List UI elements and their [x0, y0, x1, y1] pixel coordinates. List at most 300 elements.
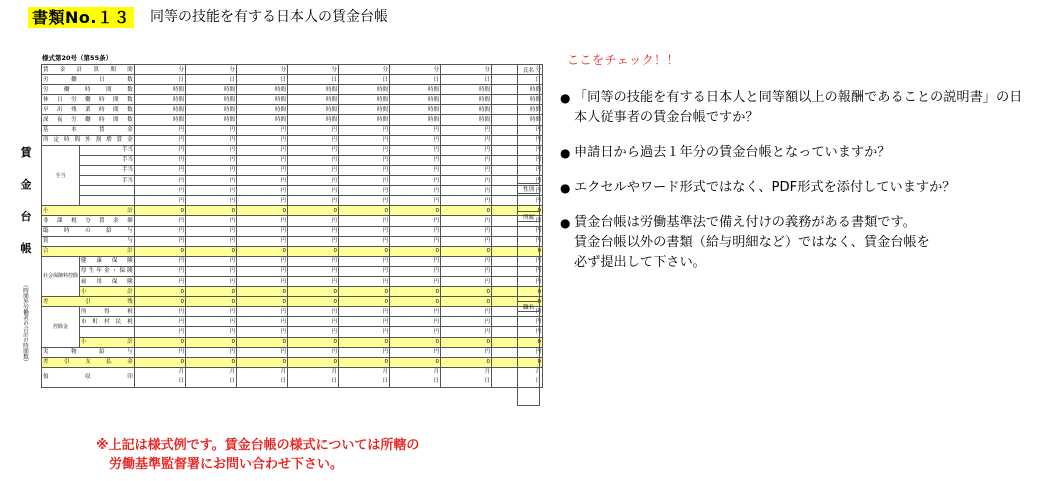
ledger-cell[interactable]: 円 [339, 276, 390, 286]
document-title: 同等の技能を有する日本人の賃金台帳 [149, 9, 388, 25]
ledger-cell[interactable]: 円 [339, 236, 390, 246]
ledger-row [42, 216, 543, 226]
ledger-cell[interactable]: 0 [237, 246, 288, 256]
receipt-seal-cell[interactable] [339, 367, 390, 387]
ledger-cell[interactable]: 円 [186, 155, 237, 165]
ledger-cell[interactable]: 時間 [135, 105, 186, 115]
ledger-cell[interactable]: 円 [288, 317, 339, 327]
ledger-cell[interactable]: 時間 [186, 95, 237, 105]
checklist-item [560, 178, 1030, 198]
ledger-cell[interactable]: 日 [339, 75, 390, 85]
ledger-cell[interactable]: 0 [186, 357, 237, 367]
ledger-cell[interactable]: 円 [339, 317, 390, 327]
bullet-icon: ● [560, 91, 571, 105]
ledger-cell[interactable]: 0 [390, 357, 441, 367]
ledger-cell[interactable]: 時間 [339, 105, 390, 115]
ledger-cell[interactable]: 0 [441, 297, 492, 307]
ledger-cell[interactable]: 円 [237, 327, 288, 337]
ledger-cell[interactable]: 0 [492, 206, 543, 216]
ledger-row [42, 226, 543, 236]
ledger-cell[interactable]: 円 [288, 327, 339, 337]
ledger-cell[interactable]: 0 [186, 287, 237, 297]
ledger-cell[interactable]: 円 [441, 196, 492, 206]
row-label: 健康保険 [80, 256, 135, 266]
ledger-cell[interactable]: 0 [288, 337, 339, 347]
ledger-cell[interactable]: 時間 [441, 85, 492, 95]
receipt-seal-cell[interactable] [390, 367, 441, 387]
ledger-cell[interactable]: 0 [288, 287, 339, 297]
ledger-cell[interactable]: 0 [135, 287, 186, 297]
ledger-cell[interactable]: 0 [237, 337, 288, 347]
ledger-cell[interactable]: 時間 [492, 115, 543, 125]
ledger-row [42, 266, 543, 276]
ledger-cell[interactable]: 円 [186, 165, 237, 175]
ledger-cell[interactable]: 円 [492, 307, 543, 317]
row-label: 深夜労働時間数 [42, 115, 135, 125]
ledger-cell[interactable]: 時間 [339, 85, 390, 95]
ledger-row [42, 206, 543, 216]
ledger-cell[interactable]: 円 [390, 125, 441, 135]
ledger-cell[interactable]: 円 [288, 165, 339, 175]
ledger-cell[interactable]: 円 [390, 276, 441, 286]
day-seal-label: 日 [484, 378, 491, 385]
ledger-cell[interactable]: 時間 [288, 115, 339, 125]
ledger-cell[interactable]: 時間 [186, 105, 237, 115]
ledger-cell[interactable]: 日 [492, 75, 543, 85]
ledger-cell[interactable]: 円 [135, 276, 186, 286]
ledger-cell[interactable]: 円 [288, 155, 339, 165]
ledger-cell[interactable]: 円 [339, 216, 390, 226]
ledger-cell[interactable]: 円 [135, 317, 186, 327]
ledger-cell[interactable]: 円 [441, 236, 492, 246]
ledger-cell[interactable]: 分 [339, 65, 390, 75]
ledger-cell[interactable]: 時間 [237, 95, 288, 105]
ledger-cell[interactable]: 円 [135, 327, 186, 337]
ledger-cell[interactable]: 円 [339, 186, 390, 196]
ledger-row [42, 75, 543, 85]
ledger-cell[interactable]: 時間 [390, 85, 441, 95]
ledger-cell[interactable]: 円 [492, 236, 543, 246]
ledger-cell[interactable]: 0 [390, 246, 441, 256]
ledger-cell[interactable]: 0 [237, 357, 288, 367]
ledger-cell[interactable]: 円 [390, 256, 441, 266]
ledger-cell[interactable]: 円 [339, 327, 390, 337]
ledger-cell[interactable]: 円 [135, 266, 186, 276]
ledger-cell[interactable]: 円 [135, 347, 186, 357]
ledger-cell[interactable]: 時間 [186, 85, 237, 95]
ledger-cell[interactable]: 円 [339, 347, 390, 357]
ledger-cell[interactable]: 0 [339, 246, 390, 256]
ledger-cell[interactable]: 円 [492, 186, 543, 196]
ledger-row [42, 186, 543, 196]
ledger-cell[interactable]: 円 [237, 347, 288, 357]
ledger-row [42, 276, 543, 286]
ledger-cell[interactable]: 0 [390, 297, 441, 307]
ledger-cell[interactable]: 円 [186, 176, 237, 186]
ledger-cell[interactable]: 円 [135, 135, 186, 145]
ledger-cell[interactable]: 円 [492, 125, 543, 135]
ledger-row [42, 95, 543, 105]
ledger-cell[interactable]: 円 [339, 196, 390, 206]
ledger-cell[interactable]: 0 [492, 357, 543, 367]
month-label: 月 [382, 369, 389, 376]
ledger-cell[interactable]: 時間 [288, 95, 339, 105]
wage-ledger-table [41, 64, 543, 388]
ledger-cell[interactable]: 0 [339, 287, 390, 297]
ledger-cell[interactable]: 時間 [492, 105, 543, 115]
ledger-cell[interactable]: 円 [339, 165, 390, 175]
ledger-cell[interactable]: 時間 [237, 105, 288, 115]
ledger-cell[interactable]: 円 [186, 307, 237, 317]
ledger-cell[interactable]: 円 [390, 165, 441, 175]
gender-header: 性別 [518, 184, 540, 194]
ledger-cell[interactable]: 0 [186, 206, 237, 216]
checklist-item-text: 「同等の技能を有する日本人と同等額以上の報酬であることの説明書」の日本人従事者の賃金台帳ですか？ [574, 90, 1023, 125]
ledger-cell[interactable]: 円 [237, 155, 288, 165]
ledger-cell[interactable]: 円 [135, 155, 186, 165]
ledger-cell[interactable]: 円 [288, 307, 339, 317]
ledger-cell[interactable]: 円 [492, 216, 543, 226]
ledger-cell[interactable]: 0 [237, 297, 288, 307]
ledger-cell[interactable]: 分 [186, 65, 237, 75]
ledger-cell[interactable]: 円 [135, 125, 186, 135]
ledger-cell[interactable]: 円 [288, 276, 339, 286]
ledger-cell[interactable]: 円 [288, 266, 339, 276]
ledger-cell[interactable]: 円 [441, 256, 492, 266]
ledger-cell[interactable]: 円 [390, 186, 441, 196]
ledger-cell[interactable]: 円 [390, 347, 441, 357]
ledger-cell[interactable]: 円 [339, 176, 390, 186]
ledger-cell[interactable]: 円 [288, 135, 339, 145]
ledger-cell[interactable]: 0 [237, 206, 288, 216]
ledger-cell[interactable]: 円 [441, 347, 492, 357]
ledger-cell[interactable]: 時間 [441, 95, 492, 105]
ledger-cell[interactable]: 円 [390, 317, 441, 327]
ledger-cell[interactable]: 円 [186, 196, 237, 206]
ledger-cell[interactable]: 円 [237, 165, 288, 175]
ledger-cell[interactable]: 時間 [339, 115, 390, 125]
receipt-seal-cell[interactable] [135, 367, 186, 387]
ledger-cell[interactable]: 分 [288, 65, 339, 75]
ledger-cell[interactable]: 0 [492, 287, 543, 297]
ledger-cell[interactable]: 円 [441, 226, 492, 236]
ledger-cell[interactable]: 円 [237, 266, 288, 276]
ledger-cell[interactable]: 円 [186, 266, 237, 276]
ledger-cell[interactable]: 0 [492, 297, 543, 307]
row-label: 手当 [80, 155, 135, 165]
ledger-cell[interactable]: 0 [135, 297, 186, 307]
ledger-cell[interactable]: 0 [339, 206, 390, 216]
ledger-cell[interactable]: 円 [492, 317, 543, 327]
row-label: 差引残 [42, 297, 135, 307]
row-group-label: 控除金 [42, 307, 80, 347]
ledger-cell[interactable]: 0 [339, 297, 390, 307]
ledger-cell[interactable]: 0 [288, 206, 339, 216]
ledger-cell[interactable]: 円 [186, 145, 237, 155]
ledger-cell[interactable]: 円 [186, 186, 237, 196]
ledger-cell[interactable]: 0 [441, 337, 492, 347]
receipt-seal-cell[interactable] [288, 367, 339, 387]
row-label: 差引支払金 [42, 357, 135, 367]
ledger-cell[interactable]: 0 [390, 287, 441, 297]
ledger-cell[interactable]: 0 [339, 337, 390, 347]
checklist-item-text: エクセルやワード形式ではなく、PDF形式を添付していますか？ [574, 180, 956, 195]
ledger-cell[interactable]: 0 [135, 337, 186, 347]
ledger-cell[interactable]: 時間 [390, 95, 441, 105]
ledger-cell[interactable]: 日 [390, 75, 441, 85]
ledger-cell[interactable]: 円 [237, 317, 288, 327]
ledger-cell[interactable]: 円 [492, 327, 543, 337]
ledger-cell[interactable]: 日 [186, 75, 237, 85]
ledger-cell[interactable]: 円 [186, 327, 237, 337]
ledger-cell[interactable]: 時間 [441, 105, 492, 115]
ledger-cell[interactable]: 円 [492, 226, 543, 236]
ledger-cell[interactable]: 日 [288, 75, 339, 85]
ledger-cell[interactable]: 円 [186, 347, 237, 357]
ledger-cell[interactable]: 円 [237, 176, 288, 186]
ledger-cell[interactable]: 円 [186, 216, 237, 226]
ledger-cell[interactable]: 日 [135, 75, 186, 85]
ledger-cell[interactable]: 円 [441, 176, 492, 186]
ledger-cell[interactable]: 円 [390, 155, 441, 165]
ledger-cell[interactable]: 円 [135, 165, 186, 175]
ledger-cell[interactable]: 円 [492, 155, 543, 165]
header [28, 6, 388, 28]
ledger-cell[interactable]: 円 [135, 256, 186, 266]
ledger-cell[interactable]: 円 [441, 186, 492, 196]
ledger-cell[interactable]: 分 [390, 65, 441, 75]
ledger-cell[interactable]: 円 [288, 196, 339, 206]
ledger-cell[interactable]: 円 [390, 307, 441, 317]
receipt-seal-cell[interactable] [186, 367, 237, 387]
ledger-cell[interactable]: 円 [237, 307, 288, 317]
ledger-cell[interactable]: 0 [186, 297, 237, 307]
ledger-cell[interactable]: 円 [237, 236, 288, 246]
ledger-cell[interactable]: 円 [135, 196, 186, 206]
ledger-cell[interactable]: 0 [237, 287, 288, 297]
ledger-cell[interactable]: 円 [390, 327, 441, 337]
ledger-cell[interactable]: 円 [135, 186, 186, 196]
ledger-cell[interactable]: 円 [441, 327, 492, 337]
ledger-cell[interactable]: 時間 [492, 85, 543, 95]
ledger-cell[interactable]: 円 [288, 236, 339, 246]
ledger-cell[interactable]: 0 [492, 337, 543, 347]
ledger-cell[interactable]: 円 [186, 236, 237, 246]
ledger-cell[interactable]: 円 [339, 135, 390, 145]
wage-ledger-form [10, 50, 545, 415]
ledger-row [42, 256, 543, 266]
ledger-cell[interactable]: 円 [441, 276, 492, 286]
ledger-cell[interactable]: 円 [339, 256, 390, 266]
ledger-cell[interactable]: 円 [186, 226, 237, 236]
ledger-cell[interactable]: 円 [441, 125, 492, 135]
checklist-item [560, 88, 1030, 128]
ledger-row [42, 307, 543, 317]
ledger-cell[interactable]: 0 [288, 357, 339, 367]
ledger-cell[interactable]: 時間 [135, 115, 186, 125]
ledger-cell[interactable]: 円 [237, 226, 288, 236]
ledger-cell[interactable]: 0 [390, 206, 441, 216]
ledger-cell[interactable]: 円 [390, 236, 441, 246]
receipt-seal-cell[interactable] [441, 367, 492, 387]
row-label: 所定時間外割増賃金 [42, 135, 135, 145]
ledger-cell[interactable]: 円 [339, 226, 390, 236]
ledger-cell[interactable]: 円 [135, 216, 186, 226]
ledger-cell[interactable]: 時間 [288, 85, 339, 95]
row-label: 合計 [42, 246, 135, 256]
checklist-item [560, 143, 1030, 163]
day-seal-label: 日 [535, 378, 542, 385]
ledger-cell[interactable]: 円 [288, 145, 339, 155]
ledger-cell[interactable]: 円 [135, 307, 186, 317]
ledger-cell[interactable]: 円 [441, 135, 492, 145]
ledger-cell[interactable]: 円 [441, 145, 492, 155]
ledger-cell[interactable]: 分 [441, 65, 492, 75]
ledger-cell[interactable]: 時間 [237, 115, 288, 125]
ledger-cell[interactable]: 円 [390, 216, 441, 226]
ledger-cell[interactable]: 円 [186, 125, 237, 135]
row-label: 賃金計算期間 [42, 65, 135, 75]
row-label: 労働日数 [42, 75, 135, 85]
ledger-cell[interactable]: 時間 [390, 105, 441, 115]
ledger-cell[interactable]: 0 [441, 357, 492, 367]
ledger-cell[interactable]: 円 [492, 135, 543, 145]
ledger-cell[interactable]: 円 [237, 186, 288, 196]
ledger-cell[interactable]: 時間 [339, 95, 390, 105]
row-label [80, 196, 135, 206]
ledger-cell[interactable]: 円 [390, 135, 441, 145]
ledger-cell[interactable]: 円 [339, 307, 390, 317]
ledger-cell[interactable]: 円 [390, 145, 441, 155]
ledger-cell[interactable]: 時間 [288, 105, 339, 115]
ledger-cell[interactable]: 円 [441, 216, 492, 226]
ledger-cell[interactable]: 円 [339, 125, 390, 135]
ledger-cell[interactable]: 0 [288, 246, 339, 256]
ledger-row [42, 145, 543, 155]
ledger-row [42, 65, 543, 75]
ledger-cell[interactable]: 時間 [237, 85, 288, 95]
ledger-cell[interactable]: 円 [390, 196, 441, 206]
ledger-cell[interactable]: 円 [492, 266, 543, 276]
ledger-cell[interactable]: 時間 [390, 115, 441, 125]
ledger-cell[interactable]: 円 [390, 226, 441, 236]
ledger-cell[interactable]: 時間 [441, 115, 492, 125]
ledger-cell[interactable]: 円 [237, 216, 288, 226]
ledger-cell[interactable]: 円 [186, 276, 237, 286]
ledger-row [42, 357, 543, 367]
ledger-cell[interactable]: 円 [288, 186, 339, 196]
row-group-label: 社会保険料控除 [42, 256, 80, 296]
ledger-cell[interactable]: 円 [135, 176, 186, 186]
ledger-row [42, 337, 543, 347]
ledger-cell[interactable]: 円 [135, 226, 186, 236]
ledger-cell[interactable]: 0 [186, 246, 237, 256]
ledger-cell[interactable]: 円 [441, 307, 492, 317]
ledger-cell[interactable]: 0 [441, 206, 492, 216]
ledger-cell[interactable]: 0 [390, 337, 441, 347]
ledger-cell[interactable]: 円 [237, 196, 288, 206]
ledger-cell[interactable]: 円 [288, 125, 339, 135]
ledger-cell[interactable]: 円 [492, 145, 543, 155]
ledger-cell[interactable]: 円 [237, 125, 288, 135]
ledger-cell[interactable]: 0 [441, 287, 492, 297]
ledger-cell[interactable]: 円 [492, 256, 543, 266]
row-label: 小計 [42, 206, 135, 216]
row-label: 小計 [80, 287, 135, 297]
ledger-cell[interactable]: 円 [339, 155, 390, 165]
ledger-cell[interactable]: 円 [492, 276, 543, 286]
row-label: 市町村民税 [80, 317, 135, 327]
ledger-cell[interactable]: 円 [390, 176, 441, 186]
affiliation-cell [518, 222, 540, 302]
ledger-cell[interactable]: 円 [441, 266, 492, 276]
ledger-cell[interactable]: 円 [186, 256, 237, 266]
ledger-cell[interactable]: 分 [492, 65, 543, 75]
ledger-cell[interactable]: 0 [186, 337, 237, 347]
ledger-cell[interactable]: 分 [135, 65, 186, 75]
ledger-cell[interactable]: 円 [288, 347, 339, 357]
ledger-cell[interactable]: 時間 [135, 95, 186, 105]
row-label: 手当 [80, 176, 135, 186]
checklist-item-text: 申請日から過去１年分の賃金台帳となっていますか？ [574, 145, 891, 160]
ledger-cell[interactable]: 円 [390, 266, 441, 276]
day-seal-label: 日 [178, 378, 185, 385]
ledger-cell[interactable]: 時間 [186, 115, 237, 125]
month-label: 月 [178, 369, 185, 376]
ledger-cell[interactable]: 円 [237, 256, 288, 266]
ledger-cell[interactable]: 円 [186, 135, 237, 145]
ledger-cell[interactable]: 時間 [492, 95, 543, 105]
ledger-cell[interactable]: 円 [492, 196, 543, 206]
ledger-cell[interactable]: 円 [339, 266, 390, 276]
ledger-cell[interactable]: 円 [288, 256, 339, 266]
checklist [560, 88, 1030, 288]
ledger-cell[interactable]: 円 [441, 165, 492, 175]
ledger-cell[interactable]: 円 [441, 155, 492, 165]
ledger-cell[interactable]: 0 [288, 297, 339, 307]
ledger-cell[interactable]: 0 [135, 357, 186, 367]
row-label: 臨時の給与 [42, 226, 135, 236]
ledger-cell[interactable]: 0 [135, 246, 186, 256]
receipt-seal-cell[interactable] [237, 367, 288, 387]
ledger-row [42, 165, 543, 175]
ledger-cell[interactable]: 円 [237, 135, 288, 145]
ledger-cell[interactable]: 日 [441, 75, 492, 85]
ledger-cell[interactable]: 0 [441, 246, 492, 256]
ledger-cell[interactable]: 円 [339, 145, 390, 155]
ledger-cell[interactable]: 円 [492, 165, 543, 175]
ledger-cell[interactable]: 円 [288, 176, 339, 186]
ledger-cell[interactable]: 円 [135, 145, 186, 155]
ledger-cell[interactable]: 円 [492, 176, 543, 186]
ledger-cell[interactable]: 円 [288, 226, 339, 236]
ledger-cell[interactable]: 0 [492, 246, 543, 256]
ledger-cell[interactable]: 日 [237, 75, 288, 85]
ledger-cell[interactable]: 0 [135, 206, 186, 216]
ledger-cell[interactable]: 円 [288, 216, 339, 226]
row-label [80, 186, 135, 196]
row-label: 休日労働時間数 [42, 95, 135, 105]
ledger-cell[interactable]: 円 [135, 236, 186, 246]
ledger-cell[interactable]: 0 [339, 357, 390, 367]
ledger-cell[interactable]: 時間 [135, 85, 186, 95]
ledger-cell[interactable]: 円 [237, 276, 288, 286]
ledger-cell[interactable]: 円 [492, 347, 543, 357]
ledger-cell[interactable]: 円 [237, 145, 288, 155]
ledger-cell[interactable]: 分 [237, 65, 288, 75]
ledger-cell[interactable]: 円 [441, 317, 492, 327]
ledger-cell[interactable]: 円 [186, 317, 237, 327]
